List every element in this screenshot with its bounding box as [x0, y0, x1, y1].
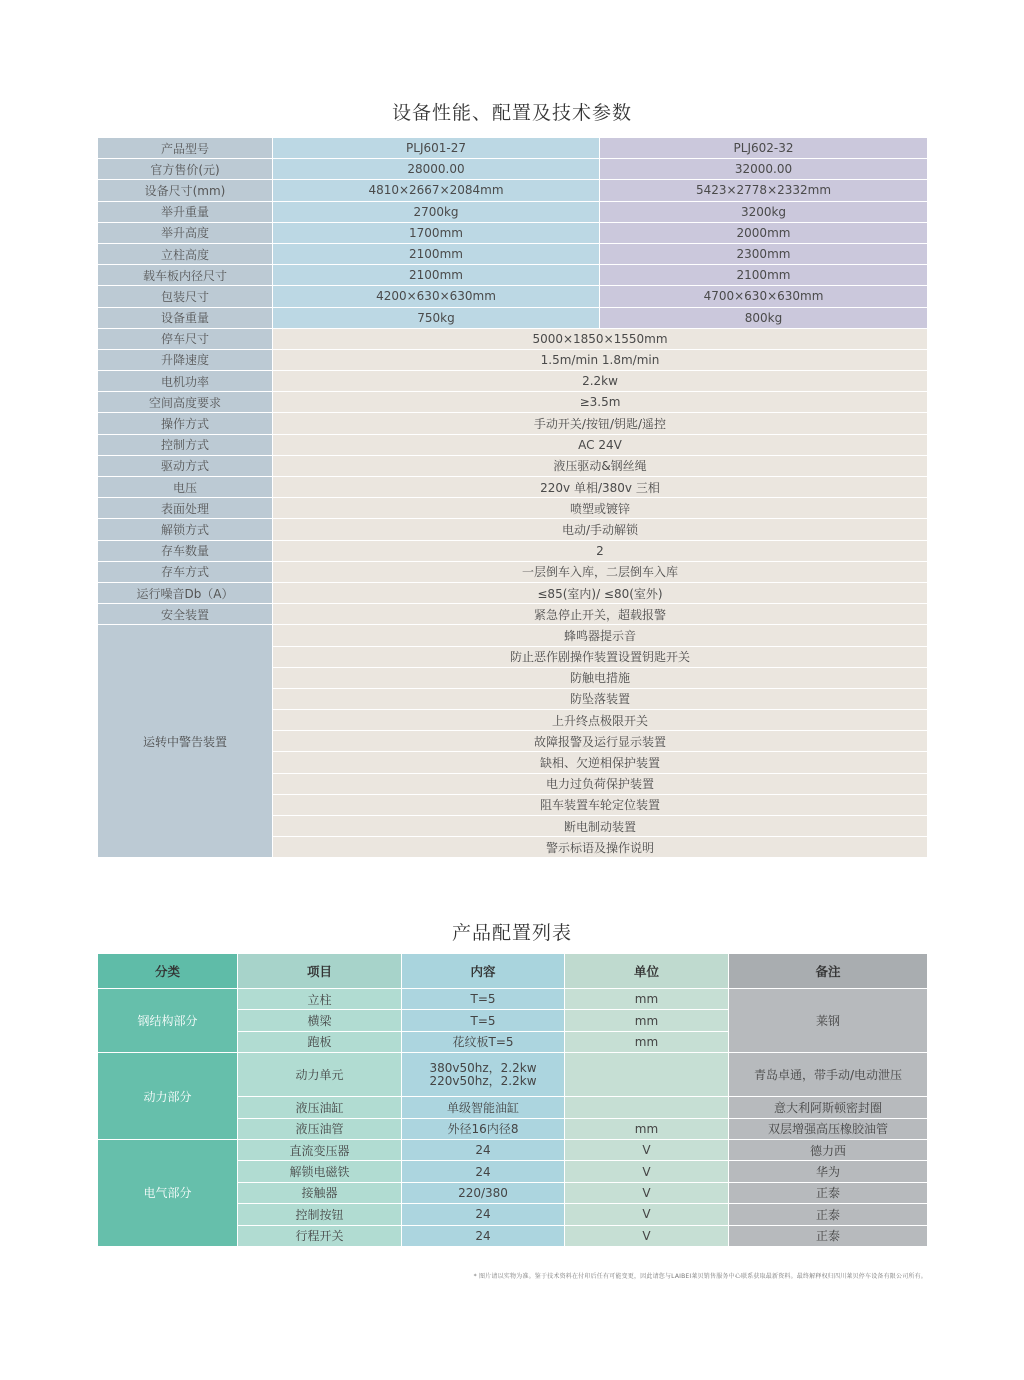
spec-label: 设备尺寸(mm) — [98, 180, 273, 201]
config-note: 意大利阿斯顿密封圈 — [729, 1097, 928, 1118]
spec-label: 控制方式 — [98, 434, 273, 455]
warning-label: 运转中警告装置 — [98, 625, 273, 858]
spec-row — [98, 434, 928, 455]
config-content: 24 — [402, 1139, 565, 1160]
config-unit: V — [565, 1139, 729, 1160]
spec-value-b: 4700×630×630mm — [600, 286, 928, 307]
spec-value: 液压驱动&钢丝绳 — [273, 455, 928, 476]
config-item: 控制按钮 — [238, 1204, 402, 1225]
spec-label: 包装尺寸 — [98, 286, 273, 307]
spec-label: 电压 — [98, 477, 273, 498]
spec-value-b: 32000.00 — [600, 159, 928, 180]
spec-value-a: 750kg — [273, 307, 600, 328]
config-item: 液压油管 — [238, 1118, 402, 1139]
config-unit — [565, 1097, 729, 1118]
config-category: 钢结构部分 — [98, 989, 238, 1053]
config-unit: mm — [565, 989, 729, 1010]
config-content — [402, 1053, 565, 1097]
model-b-value: PLJ602-32 — [600, 138, 928, 159]
config-item: 动力单元 — [238, 1053, 402, 1097]
spec-value-a: 4200×630×630mm — [273, 286, 600, 307]
spec-label: 举升高度 — [98, 222, 273, 243]
spec-row — [98, 540, 928, 561]
spec-value: 电动/手动解锁 — [273, 519, 928, 540]
config-table — [97, 953, 928, 1247]
config-header-row — [98, 954, 928, 989]
spec-value-b: 2000mm — [600, 222, 928, 243]
spec-value: ≥3.5m — [273, 392, 928, 413]
warning-item: 阻车装置车轮定位装置 — [273, 794, 928, 815]
warning-item: 警示标语及操作说明 — [273, 837, 928, 858]
spec-row — [98, 519, 928, 540]
config-note: 青岛卓通，带手动/电动泄压 — [729, 1053, 928, 1097]
model-a-value: PLJ601-27 — [273, 138, 600, 159]
spec-row — [98, 371, 928, 392]
spec-value: AC 24V — [273, 434, 928, 455]
config-row — [98, 989, 928, 1010]
content-line: 220v50hz，2.2kw — [429, 1073, 537, 1088]
spec-row — [98, 413, 928, 434]
config-item: 立柱 — [238, 989, 402, 1010]
config-item: 跑板 — [238, 1031, 402, 1052]
header-unit: 单位 — [565, 954, 729, 989]
spec-value: 手动开关/按钮/钥匙/遥控 — [273, 413, 928, 434]
config-unit: mm — [565, 1031, 729, 1052]
config-content: 单级智能油缸 — [402, 1097, 565, 1118]
config-item: 行程开关 — [238, 1225, 402, 1246]
config-note: 莱钢 — [729, 989, 928, 1053]
spec-label: 升降速度 — [98, 349, 273, 370]
config-unit: V — [565, 1182, 729, 1203]
spec-value: 喷塑或镀锌 — [273, 498, 928, 519]
config-item: 横梁 — [238, 1010, 402, 1031]
config-content: 24 — [402, 1225, 565, 1246]
config-content: 24 — [402, 1161, 565, 1182]
config-unit: mm — [565, 1118, 729, 1139]
spec-table — [97, 137, 928, 858]
spec-row — [98, 243, 928, 264]
warning-row — [98, 625, 928, 646]
spec-label: 举升重量 — [98, 201, 273, 222]
config-unit — [565, 1053, 729, 1097]
spec-label: 设备重量 — [98, 307, 273, 328]
config-note: 双层增强高压橡胶油管 — [729, 1118, 928, 1139]
spec-row — [98, 349, 928, 370]
spec-row — [98, 392, 928, 413]
config-item: 直流变压器 — [238, 1139, 402, 1160]
spec-row — [98, 328, 928, 349]
config-item: 液压油缸 — [238, 1097, 402, 1118]
spec-value: 220v 单相/380v 三相 — [273, 477, 928, 498]
config-row — [98, 1053, 928, 1097]
spec-label: 表面处理 — [98, 498, 273, 519]
spec-value-b: 800kg — [600, 307, 928, 328]
warning-item: 蜂鸣器提示音 — [273, 625, 928, 646]
warning-item: 防坠落装置 — [273, 688, 928, 709]
spec-row — [98, 561, 928, 582]
spec-value: 2 — [273, 540, 928, 561]
config-content: T=5 — [402, 989, 565, 1010]
spec-label: 安全装置 — [98, 604, 273, 625]
config-item: 接触器 — [238, 1182, 402, 1203]
spec-value-a: 2100mm — [273, 265, 600, 286]
config-content: T=5 — [402, 1010, 565, 1031]
spec-label: 操作方式 — [98, 413, 273, 434]
config-category: 电气部分 — [98, 1139, 238, 1246]
spec-value: 2.2kw — [273, 371, 928, 392]
header-item: 项目 — [238, 954, 402, 989]
warning-item: 缺相、欠逆相保护装置 — [273, 752, 928, 773]
warning-item: 防触电措施 — [273, 667, 928, 688]
spec-value-a: 2100mm — [273, 243, 600, 264]
spec-value-b: 3200kg — [600, 201, 928, 222]
spec-value-b: 2100mm — [600, 265, 928, 286]
spec-value: 1.5m/min 1.8m/min — [273, 349, 928, 370]
config-content: 花纹板T=5 — [402, 1031, 565, 1052]
spec-label: 存车方式 — [98, 561, 273, 582]
spec-label: 立柱高度 — [98, 243, 273, 264]
spec-row — [98, 138, 928, 159]
spec-value: 一层倒车入库，二层倒车入库 — [273, 561, 928, 582]
spec-row — [98, 265, 928, 286]
spec-label: 驱动方式 — [98, 455, 273, 476]
config-content: 24 — [402, 1204, 565, 1225]
footnote: * 图片请以实物为准。鉴于技术资料在付印后任有可能变更，因此请您与LAIBEI莱贝销售服务中心联系获取最新资料。最终解释权归四川莱贝停车设备有限公司所有。 — [473, 1273, 927, 1280]
config-row — [98, 1139, 928, 1160]
config-note: 德力西 — [729, 1139, 928, 1160]
warning-item: 上升终点极限开关 — [273, 710, 928, 731]
content-line: 380v50hz，2.2kw — [429, 1060, 537, 1075]
spec-row — [98, 477, 928, 498]
config-content: 外径16内径8 — [402, 1118, 565, 1139]
warning-item: 断电制动装置 — [273, 816, 928, 837]
spec-label: 官方售价(元) — [98, 159, 273, 180]
spec-row — [98, 286, 928, 307]
header-content: 内容 — [402, 954, 565, 989]
spec-label: 载车板内径尺寸 — [98, 265, 273, 286]
warning-item: 故障报警及运行显示装置 — [273, 731, 928, 752]
config-unit: mm — [565, 1010, 729, 1031]
spec-row — [98, 201, 928, 222]
spec-title: 设备性能、配置及技术参数 — [391, 102, 632, 124]
spec-row — [98, 307, 928, 328]
spec-value: ≤85(室内)/ ≤80(室外) — [273, 582, 928, 603]
spec-label: 产品型号 — [98, 138, 273, 159]
spec-row — [98, 604, 928, 625]
spec-value-a: 2700kg — [273, 201, 600, 222]
config-item: 解锁电磁铁 — [238, 1161, 402, 1182]
spec-row — [98, 498, 928, 519]
config-title: 产品配置列表 — [451, 922, 572, 944]
config-note: 正泰 — [729, 1182, 928, 1203]
spec-value: 5000×1850×1550mm — [273, 328, 928, 349]
spec-value-a: 1700mm — [273, 222, 600, 243]
config-note: 正泰 — [729, 1225, 928, 1246]
spec-value-a: 4810×2667×2084mm — [273, 180, 600, 201]
spec-label: 存车数量 — [98, 540, 273, 561]
spec-row — [98, 455, 928, 476]
config-content: 220/380 — [402, 1182, 565, 1203]
header-note: 备注 — [729, 954, 928, 989]
spec-value-b: 2300mm — [600, 243, 928, 264]
config-unit: V — [565, 1204, 729, 1225]
config-unit: V — [565, 1161, 729, 1182]
spec-label: 空间高度要求 — [98, 392, 273, 413]
spec-label: 运行噪音Db（A） — [98, 582, 273, 603]
config-category: 动力部分 — [98, 1053, 238, 1140]
spec-row — [98, 222, 928, 243]
spec-value: 紧急停止开关，超载报警 — [273, 604, 928, 625]
spec-label: 解锁方式 — [98, 519, 273, 540]
spec-value-a: 28000.00 — [273, 159, 600, 180]
warning-item: 电力过负荷保护装置 — [273, 773, 928, 794]
spec-value-b: 5423×2778×2332mm — [600, 180, 928, 201]
spec-label: 停车尺寸 — [98, 328, 273, 349]
spec-label: 电机功率 — [98, 371, 273, 392]
config-note: 正泰 — [729, 1204, 928, 1225]
config-unit: V — [565, 1225, 729, 1246]
spec-row — [98, 582, 928, 603]
header-category: 分类 — [98, 954, 238, 989]
config-note: 华为 — [729, 1161, 928, 1182]
spec-row — [98, 159, 928, 180]
spec-row — [98, 180, 928, 201]
warning-item: 防止恶作剧操作装置设置钥匙开关 — [273, 646, 928, 667]
